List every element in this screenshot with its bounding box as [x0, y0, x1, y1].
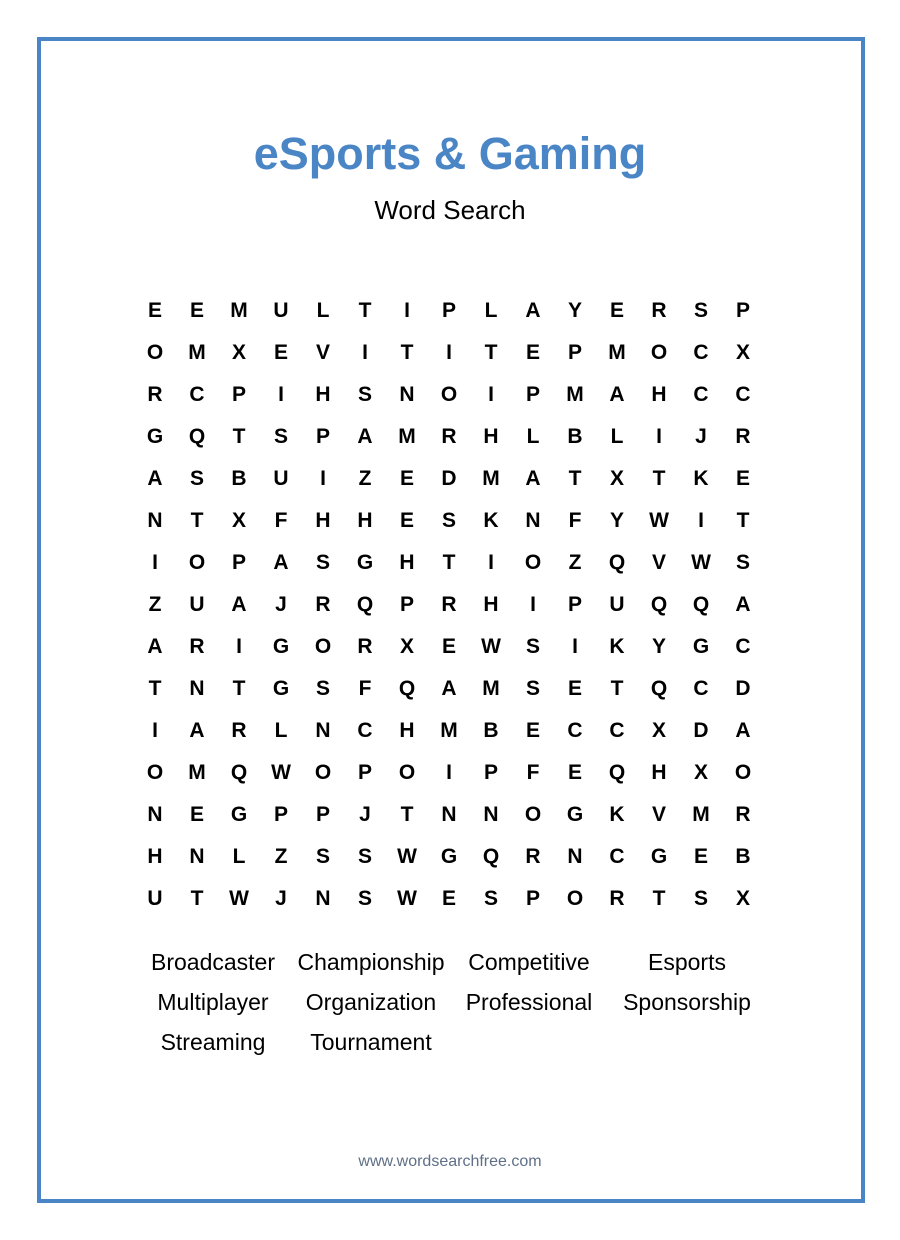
- grid-cell: R: [651, 299, 667, 322]
- grid-cell: Q: [188, 425, 206, 448]
- grid-cell: Y: [567, 299, 582, 322]
- grid-cell: X: [735, 341, 750, 364]
- grid-cell: M: [566, 383, 584, 406]
- grid-cell: A: [357, 425, 373, 448]
- grid-cell: I: [446, 341, 452, 364]
- grid-cell: X: [231, 509, 246, 532]
- grid-cell: I: [236, 635, 242, 658]
- grid-cell: X: [231, 341, 246, 364]
- grid-cell: O: [524, 803, 542, 826]
- grid-cell: X: [651, 719, 666, 742]
- grid-cell: H: [147, 845, 163, 868]
- grid-cell: K: [483, 509, 499, 532]
- grid-cell: E: [693, 845, 708, 868]
- grid-cell: C: [693, 677, 709, 700]
- grid-cell: W: [271, 761, 291, 784]
- grid-cell: A: [189, 719, 205, 742]
- grid-cell: H: [315, 383, 331, 406]
- grid-cell: N: [147, 803, 163, 826]
- grid-cell: O: [566, 887, 584, 910]
- word-list-item: Esports: [648, 948, 726, 975]
- grid-cell: R: [735, 425, 751, 448]
- grid-cell: R: [231, 719, 247, 742]
- grid-cell: E: [525, 719, 540, 742]
- grid-cell: G: [146, 425, 164, 448]
- grid-cell: C: [693, 383, 709, 406]
- grid-cell: P: [357, 761, 372, 784]
- grid-cell: I: [320, 467, 326, 490]
- grid-cell: I: [152, 719, 158, 742]
- grid-cell: A: [273, 551, 289, 574]
- grid-cell: C: [735, 635, 751, 658]
- grid-cell: N: [483, 803, 499, 826]
- grid-cell: E: [735, 467, 750, 490]
- grid-cell: C: [735, 383, 751, 406]
- grid-cell: M: [398, 425, 416, 448]
- grid-cell: T: [652, 467, 666, 490]
- grid-cell: N: [189, 845, 205, 868]
- grid-cell: A: [147, 635, 163, 658]
- grid-cell: I: [152, 551, 158, 574]
- grid-cell: S: [189, 467, 204, 490]
- grid-cell: D: [441, 467, 457, 490]
- grid-cell: L: [316, 299, 330, 322]
- grid-cell: E: [567, 761, 582, 784]
- grid-cell: I: [404, 299, 410, 322]
- word-list-item: Championship: [297, 948, 445, 975]
- grid-cell: S: [735, 551, 750, 574]
- grid-cell: M: [188, 761, 206, 784]
- grid-cell: A: [735, 719, 751, 742]
- grid-cell: S: [483, 887, 498, 910]
- grid-cell: R: [441, 425, 457, 448]
- grid-cell: N: [567, 845, 583, 868]
- grid-cell: I: [572, 635, 578, 658]
- grid-cell: E: [147, 299, 162, 322]
- word-list-item: Streaming: [160, 1028, 266, 1055]
- grid-cell: R: [147, 383, 163, 406]
- grid-cell: S: [357, 845, 372, 868]
- grid-cell: K: [609, 803, 625, 826]
- grid-cell: N: [189, 677, 205, 700]
- grid-cell: O: [188, 551, 206, 574]
- grid-cell: M: [440, 719, 458, 742]
- grid-cell: H: [357, 509, 373, 532]
- grid-cell: A: [609, 383, 625, 406]
- grid-cell: W: [397, 887, 417, 910]
- grid-cell: L: [484, 299, 498, 322]
- grid-cell: Q: [692, 593, 710, 616]
- word-list-item: Tournament: [310, 1028, 432, 1055]
- word-list: [134, 942, 764, 1062]
- grid-cell: G: [356, 551, 374, 574]
- grid-cell: Y: [651, 635, 666, 658]
- grid-cell: K: [609, 635, 625, 658]
- grid-cell: H: [399, 551, 415, 574]
- grid-cell: R: [189, 635, 205, 658]
- grid-cell: N: [441, 803, 457, 826]
- grid-cell: T: [652, 887, 666, 910]
- grid-cell: T: [148, 677, 162, 700]
- grid-cell: Q: [608, 551, 626, 574]
- grid-cell: M: [188, 341, 206, 364]
- grid-cell: I: [698, 509, 704, 532]
- grid-cell: I: [362, 341, 368, 364]
- grid-cell: U: [147, 887, 163, 910]
- grid-cell: T: [232, 425, 246, 448]
- grid-cell: T: [484, 341, 498, 364]
- grid-cell: I: [446, 761, 452, 784]
- grid-cell: T: [358, 299, 372, 322]
- grid-cell: Q: [650, 677, 668, 700]
- grid-cell: Z: [148, 593, 162, 616]
- grid-cell: M: [230, 299, 248, 322]
- grid-cell: O: [524, 551, 542, 574]
- grid-cell: S: [525, 677, 540, 700]
- grid-cell: Q: [608, 761, 626, 784]
- grid-cell: U: [273, 467, 289, 490]
- grid-cell: T: [568, 467, 582, 490]
- grid-cell: S: [315, 677, 330, 700]
- grid-cell: B: [567, 425, 583, 448]
- grid-cell: F: [358, 677, 372, 700]
- grid-cell: S: [315, 551, 330, 574]
- grid-cell: A: [735, 593, 751, 616]
- grid-cell: P: [567, 341, 582, 364]
- word-list-item: Broadcaster: [150, 948, 275, 975]
- grid-cell: E: [399, 509, 414, 532]
- grid-cell: C: [609, 719, 625, 742]
- grid-cell: E: [609, 299, 624, 322]
- grid-cell: P: [231, 551, 246, 574]
- grid-cell: D: [735, 677, 751, 700]
- grid-cell: F: [568, 509, 582, 532]
- grid-cell: X: [735, 887, 750, 910]
- word-list-item: Professional: [465, 988, 593, 1015]
- grid-cell: N: [315, 719, 331, 742]
- grid-cell: N: [147, 509, 163, 532]
- grid-cell: T: [736, 509, 750, 532]
- grid-cell: I: [278, 383, 284, 406]
- word-list-item: Organization: [305, 988, 437, 1015]
- grid-cell: I: [488, 383, 494, 406]
- grid-cell: M: [482, 677, 500, 700]
- grid-cell: P: [525, 887, 540, 910]
- grid-cell: O: [314, 635, 332, 658]
- grid-cell: M: [608, 341, 626, 364]
- grid-cell: E: [441, 887, 456, 910]
- grid-cell: A: [441, 677, 457, 700]
- grid-cell: U: [189, 593, 205, 616]
- grid-cell: O: [314, 761, 332, 784]
- grid-cell: H: [483, 593, 499, 616]
- grid-cell: G: [272, 677, 290, 700]
- grid-cell: E: [189, 299, 204, 322]
- grid-cell: S: [315, 845, 330, 868]
- grid-cell: J: [275, 593, 287, 616]
- grid-cell: J: [275, 887, 287, 910]
- grid-cell: E: [567, 677, 582, 700]
- grid-cell: P: [399, 593, 414, 616]
- grid-cell: F: [526, 761, 540, 784]
- grid-cell: M: [692, 803, 710, 826]
- grid-cell: E: [525, 341, 540, 364]
- grid-cell: R: [609, 887, 625, 910]
- grid-cell: M: [482, 467, 500, 490]
- grid-cell: T: [610, 677, 624, 700]
- grid-cell: J: [359, 803, 371, 826]
- grid-cell: S: [441, 509, 456, 532]
- grid-cell: P: [567, 593, 582, 616]
- letter-grid: [134, 290, 764, 920]
- grid-cell: A: [525, 467, 541, 490]
- grid-cell: W: [649, 509, 669, 532]
- grid-cell: R: [315, 593, 331, 616]
- grid-cell: P: [525, 383, 540, 406]
- grid-cell: W: [397, 845, 417, 868]
- word-list-item: Sponsorship: [623, 988, 751, 1015]
- page-title: eSports & Gaming: [253, 128, 647, 179]
- grid-cell: Q: [398, 677, 416, 700]
- grid-cell: Q: [482, 845, 500, 868]
- grid-cell: I: [656, 425, 662, 448]
- grid-cell: C: [609, 845, 625, 868]
- grid-cell: O: [146, 341, 164, 364]
- grid-cell: L: [610, 425, 624, 448]
- grid-cell: U: [273, 299, 289, 322]
- grid-cell: P: [735, 299, 750, 322]
- grid-cell: T: [190, 887, 204, 910]
- grid-cell: H: [399, 719, 415, 742]
- grid-cell: H: [315, 509, 331, 532]
- grid-cell: H: [483, 425, 499, 448]
- grid-cell: G: [650, 845, 668, 868]
- grid-cell: I: [488, 551, 494, 574]
- grid-cell: H: [651, 761, 667, 784]
- grid-cell: V: [315, 341, 330, 364]
- grid-cell: N: [525, 509, 541, 532]
- grid-cell: A: [231, 593, 247, 616]
- grid-cell: A: [147, 467, 163, 490]
- grid-cell: X: [609, 467, 624, 490]
- grid-cell: P: [273, 803, 288, 826]
- grid-cell: S: [693, 887, 708, 910]
- grid-cell: P: [441, 299, 456, 322]
- grid-cell: G: [566, 803, 584, 826]
- grid-cell: S: [525, 635, 540, 658]
- footer-url: www.wordsearchfree.com: [358, 1153, 542, 1170]
- grid-cell: A: [525, 299, 541, 322]
- grid-cell: Z: [274, 845, 288, 868]
- grid-cell: G: [230, 803, 248, 826]
- grid-cell: P: [315, 425, 330, 448]
- word-list-item: Competitive: [468, 948, 590, 975]
- grid-cell: R: [735, 803, 751, 826]
- grid-cell: E: [189, 803, 204, 826]
- grid-cell: T: [442, 551, 456, 574]
- grid-cell: W: [481, 635, 501, 658]
- grid-cell: O: [440, 383, 458, 406]
- grid-cell: N: [315, 887, 331, 910]
- grid-cell: E: [399, 467, 414, 490]
- grid-cell: Q: [230, 761, 248, 784]
- grid-cell: Z: [568, 551, 582, 574]
- grid-cell: O: [650, 341, 668, 364]
- grid-cell: T: [400, 341, 414, 364]
- grid-cell: K: [693, 467, 709, 490]
- grid-cell: Q: [650, 593, 668, 616]
- grid-cell: B: [231, 467, 247, 490]
- grid-cell: Y: [609, 509, 624, 532]
- grid-cell: L: [274, 719, 288, 742]
- grid-cell: L: [232, 845, 246, 868]
- grid-cell: C: [357, 719, 373, 742]
- grid-cell: T: [400, 803, 414, 826]
- grid-cell: F: [274, 509, 288, 532]
- grid-cell: G: [272, 635, 290, 658]
- grid-cell: Q: [356, 593, 374, 616]
- grid-cell: N: [399, 383, 415, 406]
- grid-cell: O: [734, 761, 752, 784]
- grid-cell: R: [525, 845, 541, 868]
- grid-cell: H: [651, 383, 667, 406]
- grid-cell: W: [691, 551, 711, 574]
- grid-cell: S: [273, 425, 288, 448]
- grid-cell: U: [609, 593, 625, 616]
- grid-cell: I: [530, 593, 536, 616]
- grid-cell: E: [273, 341, 288, 364]
- grid-cell: L: [526, 425, 540, 448]
- grid-cell: B: [483, 719, 499, 742]
- grid-cell: C: [693, 341, 709, 364]
- grid-cell: S: [357, 887, 372, 910]
- word-list-item: Multiplayer: [157, 988, 269, 1015]
- grid-cell: G: [440, 845, 458, 868]
- grid-cell: W: [229, 887, 249, 910]
- grid-cell: R: [441, 593, 457, 616]
- grid-cell: D: [693, 719, 709, 742]
- grid-cell: J: [695, 425, 707, 448]
- grid-cell: V: [651, 551, 666, 574]
- grid-cell: X: [693, 761, 708, 784]
- grid-cell: Z: [358, 467, 372, 490]
- grid-cell: C: [189, 383, 205, 406]
- grid-cell: E: [441, 635, 456, 658]
- grid-cell: O: [398, 761, 416, 784]
- grid-cell: B: [735, 845, 751, 868]
- grid-cell: S: [357, 383, 372, 406]
- grid-cell: T: [190, 509, 204, 532]
- grid-cell: T: [232, 677, 246, 700]
- grid-cell: C: [567, 719, 583, 742]
- grid-cell: X: [399, 635, 414, 658]
- grid-cell: G: [692, 635, 710, 658]
- grid-cell: R: [357, 635, 373, 658]
- grid-cell: V: [651, 803, 666, 826]
- grid-cell: P: [315, 803, 330, 826]
- page-subtitle: Word Search: [374, 195, 526, 225]
- grid-cell: S: [693, 299, 708, 322]
- grid-cell: P: [231, 383, 246, 406]
- grid-cell: P: [483, 761, 498, 784]
- grid-cell: O: [146, 761, 164, 784]
